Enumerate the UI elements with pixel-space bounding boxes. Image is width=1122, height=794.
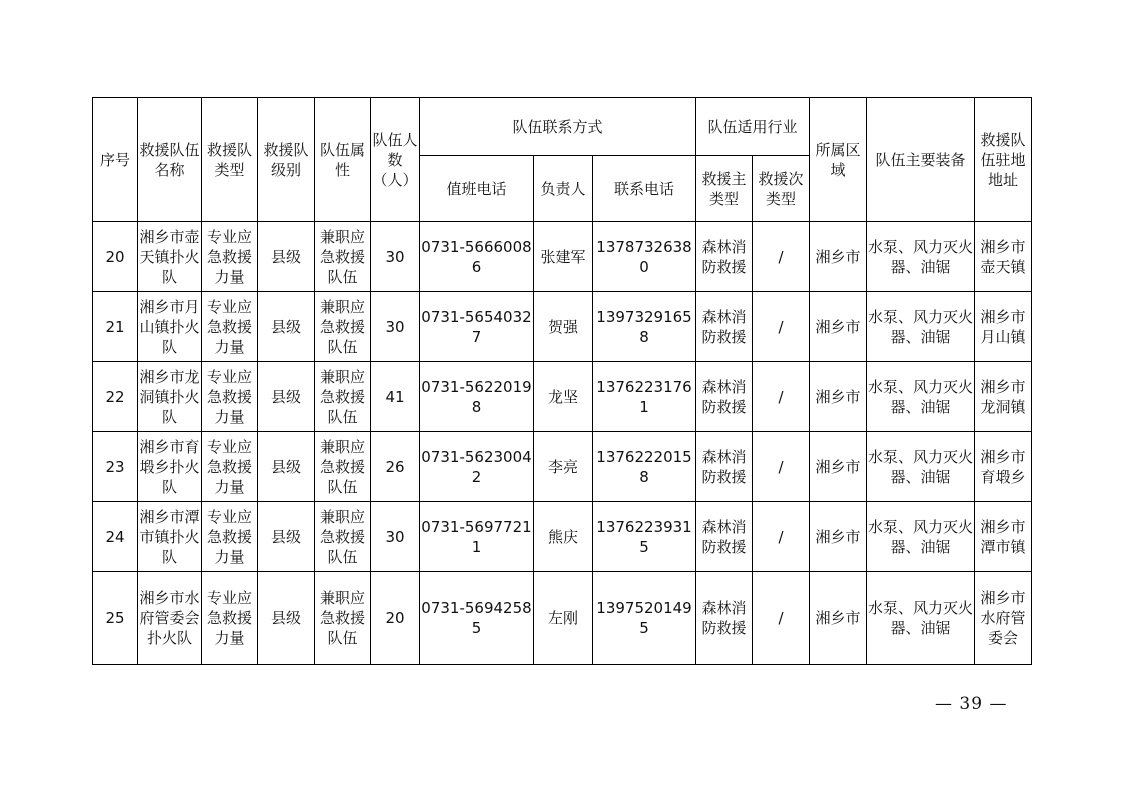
cell-location: 湘乡市育塅乡 xyxy=(975,432,1032,502)
cell-secondary-type: / xyxy=(753,432,810,502)
cell-equipment: 水泵、风力灭火器、油锯 xyxy=(867,222,975,292)
cell-team-attr: 兼职应急救援队伍 xyxy=(315,362,371,432)
cell-duty-phone: 0731-56540327 xyxy=(420,292,534,362)
cell-team-level: 县级 xyxy=(258,362,315,432)
cell-leader: 龙坚 xyxy=(534,362,593,432)
cell-duty-phone: 0731-56660086 xyxy=(420,222,534,292)
cell-team-type: 专业应急救援力量 xyxy=(202,502,258,572)
cell-location: 湘乡市月山镇 xyxy=(975,292,1032,362)
cell-contact-phone: 13762239315 xyxy=(593,502,696,572)
cell-equipment: 水泵、风力灭火器、油锯 xyxy=(867,502,975,572)
header-contact-phone: 联系电话 xyxy=(593,156,696,222)
cell-primary-type: 森林消防救援 xyxy=(696,222,753,292)
cell-leader: 左刚 xyxy=(534,572,593,665)
cell-primary-type: 森林消防救援 xyxy=(696,292,753,362)
header-duty-phone: 值班电话 xyxy=(420,156,534,222)
header-equipment: 队伍主要装备 xyxy=(867,98,975,222)
table-row xyxy=(93,222,1032,292)
table-row xyxy=(93,502,1032,572)
header-region: 所属区域 xyxy=(810,98,867,222)
page-number: — 39 — xyxy=(935,694,1008,714)
cell-duty-phone: 0731-56977211 xyxy=(420,502,534,572)
cell-region: 湘乡市 xyxy=(810,362,867,432)
cell-team-attr: 兼职应急救援队伍 xyxy=(315,572,371,665)
cell-secondary-type: / xyxy=(753,502,810,572)
cell-team-name: 湘乡市月山镇扑火队 xyxy=(138,292,202,362)
cell-team-level: 县级 xyxy=(258,292,315,362)
cell-secondary-type: / xyxy=(753,362,810,432)
cell-region: 湘乡市 xyxy=(810,502,867,572)
header-team-name: 救援队伍名称 xyxy=(138,98,202,222)
cell-team-attr: 兼职应急救援队伍 xyxy=(315,502,371,572)
cell-leader: 熊庆 xyxy=(534,502,593,572)
cell-leader: 李亮 xyxy=(534,432,593,502)
cell-index: 25 xyxy=(93,572,138,665)
cell-team-level: 县级 xyxy=(258,222,315,292)
table-row xyxy=(93,362,1032,432)
cell-primary-type: 森林消防救援 xyxy=(696,502,753,572)
cell-team-name: 湘乡市育塅乡扑火队 xyxy=(138,432,202,502)
cell-contact-phone: 13787326380 xyxy=(593,222,696,292)
cell-team-type: 专业应急救援力量 xyxy=(202,572,258,665)
header-team-attr: 队伍属性 xyxy=(315,98,371,222)
cell-duty-phone: 0731-56220198 xyxy=(420,362,534,432)
cell-leader: 张建军 xyxy=(534,222,593,292)
cell-equipment: 水泵、风力灭火器、油锯 xyxy=(867,292,975,362)
cell-headcount: 30 xyxy=(371,292,420,362)
cell-team-name: 湘乡市龙洞镇扑火队 xyxy=(138,362,202,432)
table-row xyxy=(93,432,1032,502)
cell-team-type: 专业应急救援力量 xyxy=(202,222,258,292)
header-leader: 负责人 xyxy=(534,156,593,222)
cell-index: 20 xyxy=(93,222,138,292)
cell-secondary-type: / xyxy=(753,572,810,665)
cell-region: 湘乡市 xyxy=(810,432,867,502)
cell-contact-phone: 13973291658 xyxy=(593,292,696,362)
cell-team-type: 专业应急救援力量 xyxy=(202,432,258,502)
cell-team-name: 湘乡市水府管委会扑火队 xyxy=(138,572,202,665)
cell-primary-type: 森林消防救援 xyxy=(696,572,753,665)
cell-headcount: 30 xyxy=(371,222,420,292)
table-row xyxy=(93,292,1032,362)
cell-team-attr: 兼职应急救援队伍 xyxy=(315,222,371,292)
header-primary-type: 救援主类型 xyxy=(696,156,753,222)
cell-headcount: 30 xyxy=(371,502,420,572)
cell-team-level: 县级 xyxy=(258,432,315,502)
cell-headcount: 26 xyxy=(371,432,420,502)
table-row xyxy=(93,572,1032,665)
rescue-team-table xyxy=(92,97,1032,665)
cell-location: 湘乡市潭市镇 xyxy=(975,502,1032,572)
cell-team-name: 湘乡市壶天镇扑火队 xyxy=(138,222,202,292)
cell-region: 湘乡市 xyxy=(810,572,867,665)
header-contact-group: 队伍联系方式 xyxy=(420,98,696,156)
cell-secondary-type: / xyxy=(753,292,810,362)
header-index: 序号 xyxy=(93,98,138,222)
cell-equipment: 水泵、风力灭火器、油锯 xyxy=(867,432,975,502)
cell-contact-phone: 13762220158 xyxy=(593,432,696,502)
cell-primary-type: 森林消防救援 xyxy=(696,432,753,502)
cell-index: 22 xyxy=(93,362,138,432)
header-team-type: 救援队类型 xyxy=(202,98,258,222)
cell-team-level: 县级 xyxy=(258,502,315,572)
header-industry-group: 队伍适用行业 xyxy=(696,98,810,156)
cell-equipment: 水泵、风力灭火器、油锯 xyxy=(867,362,975,432)
cell-location: 湘乡市壶天镇 xyxy=(975,222,1032,292)
cell-team-type: 专业应急救援力量 xyxy=(202,362,258,432)
header-location: 救援队伍驻地地址 xyxy=(975,98,1032,222)
cell-contact-phone: 13975201495 xyxy=(593,572,696,665)
cell-headcount: 41 xyxy=(371,362,420,432)
cell-location: 湘乡市龙洞镇 xyxy=(975,362,1032,432)
header-secondary-type: 救援次类型 xyxy=(753,156,810,222)
cell-duty-phone: 0731-56230042 xyxy=(420,432,534,502)
cell-team-attr: 兼职应急救援队伍 xyxy=(315,292,371,362)
cell-duty-phone: 0731-56942585 xyxy=(420,572,534,665)
header-team-level: 救援队级别 xyxy=(258,98,315,222)
cell-team-type: 专业应急救援力量 xyxy=(202,292,258,362)
cell-index: 21 xyxy=(93,292,138,362)
cell-index: 23 xyxy=(93,432,138,502)
cell-location: 湘乡市水府管委会 xyxy=(975,572,1032,665)
cell-secondary-type: / xyxy=(753,222,810,292)
cell-primary-type: 森林消防救援 xyxy=(696,362,753,432)
cell-index: 24 xyxy=(93,502,138,572)
cell-team-name: 湘乡市潭市镇扑火队 xyxy=(138,502,202,572)
cell-team-attr: 兼职应急救援队伍 xyxy=(315,432,371,502)
cell-headcount: 20 xyxy=(371,572,420,665)
header-headcount: 队伍人数（人） xyxy=(371,98,420,222)
cell-equipment: 水泵、风力灭火器、油锯 xyxy=(867,572,975,665)
cell-region: 湘乡市 xyxy=(810,222,867,292)
cell-region: 湘乡市 xyxy=(810,292,867,362)
cell-team-level: 县级 xyxy=(258,572,315,665)
cell-contact-phone: 13762231761 xyxy=(593,362,696,432)
cell-leader: 贺强 xyxy=(534,292,593,362)
